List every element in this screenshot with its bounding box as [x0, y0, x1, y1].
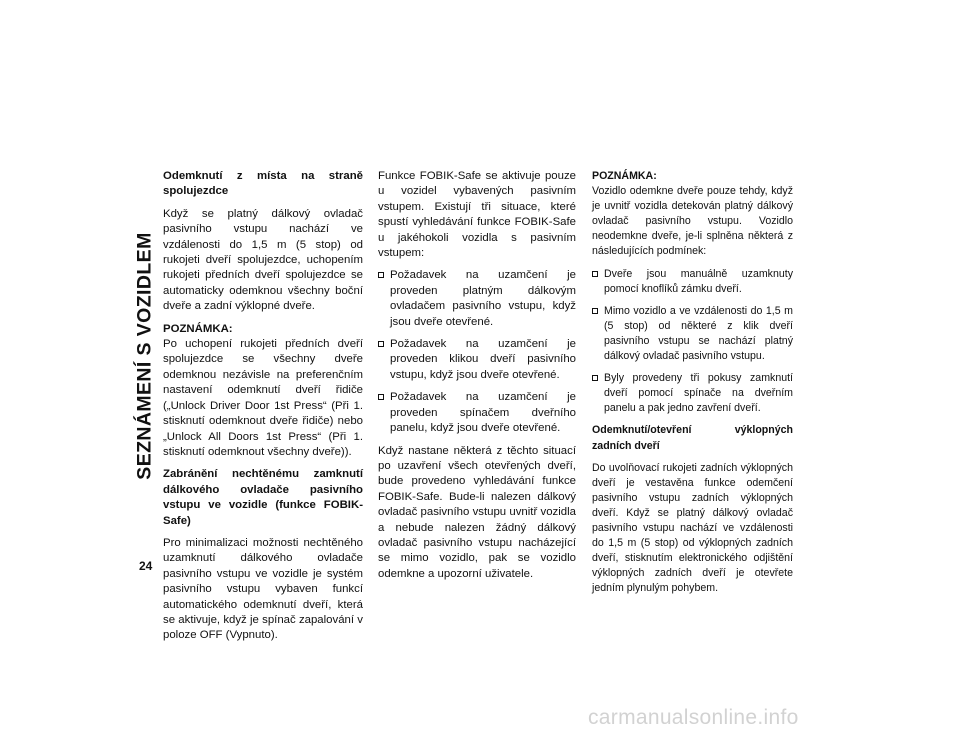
note-body: Vozidlo odemkne dveře pouze tehdy, když je uvnitř vozidla detekován platný dálkový ovladač pasivního vstupu. Vozidlo neodemkne dveře, je-li splněna některá z následujících podmínek: [592, 185, 793, 258]
checkbox-square-icon [378, 272, 384, 278]
list-item: Požadavek na uzamčení je proveden spínačem dveřního panelu, když jsou dveře otevřené. [378, 390, 576, 436]
checkbox-square-icon [378, 394, 384, 400]
watermark: carmanualsonline.info [588, 706, 799, 729]
checkbox-square-icon [592, 375, 598, 381]
note-title: POZNÁMKA: [163, 322, 233, 335]
paragraph-fobik-search: Když nastane některá z těchto situací po uzavření všech otevřených dveří, bude provedeno vyhledávání funkce FOBIK-Safe. Bude-li nalezen dálkový ovladač pasivního vstupu uvnitř vozidla a nebude nalezen žádný dálkový ovladač pasivního vstupu nacházející se mimo vozidlo, pak se vozidlo odemkne a upozorní uživatele. [378, 444, 576, 580]
paragraph-passenger-unlock: Když se platný dálkový ovladač pasivního vstupu nachází ve vzdálenosti do 1,5 m (5 stop) od rukojeti dveří spolujezdce, uchopením rukojeti předních dveří spolujezdce se automaticky odemknou všechny boční dveře a zadní výklopné dveře. [163, 207, 363, 313]
column-2 [378, 169, 576, 589]
list-item: Dveře jsou manuálně uzamknuty pomocí knoflíků zámku dveří. [592, 267, 793, 297]
list-item: Požadavek na uzamčení je proveden platným dálkovým ovladačem pasivního vstupu, když jsou dveře otevřené. [378, 268, 576, 330]
checkbox-square-icon [592, 271, 598, 277]
paragraph-liftgate-unlock: Do uvolňovací rukojeti zadních výklopných dveří je vestavěna funkce odemčení pasivního vstupu zadních výklopných dveří. Když se platný dálkový ovladač pasivního vstupu nachází ve vzdálenosti do 1,5 m (5 stop) od výklopných zadních dveří, stisknutím elektronického odjištění výklopných zadních dveří je otevřete jedním plynulým pohybem. [592, 461, 793, 595]
page-number: 24 [139, 559, 153, 573]
paragraph-fobik-intro: Funkce FOBIK-Safe se aktivuje pouze u vozidel vybavených pasivním vstupem. Existují tři situace, které spustí vyhledávání funkce FOBIK-Safe u jakéhokoli vozidla s pasivním vstupem: [378, 170, 576, 260]
list-item: Mimo vozidlo a ve vzdálenosti do 1,5 m (5 stop) od některé z klik dveří pasivního vstupu se nachází platný dálkový ovladač pasivního vstupu. [592, 304, 793, 364]
checkbox-square-icon [378, 341, 384, 347]
heading-liftgate-unlock: Odemknutí/otevření výklopných zadních dveří [592, 424, 793, 452]
checkbox-square-icon [592, 308, 598, 314]
note-title: POZNÁMKA: [592, 170, 657, 182]
condition-list [378, 268, 576, 436]
list-item: Požadavek na uzamčení je proveden klikou dveří pasivního vstupu, když jsou dveře otevřené. [378, 337, 576, 383]
list-item: Byly provedeny tři pokusy zamknutí dveří pomocí spínače na dveřním panelu a pak jedno zavření dveří. [592, 371, 793, 416]
heading-fobik-safe: Zabránění nechtěnému zamknutí dálkového ovladače pasivního vstupu ve vozidle (funkce FOBIK-Safe) [163, 468, 363, 527]
section-title-vertical [132, 160, 158, 552]
exception-list [592, 267, 793, 417]
column-3 [592, 169, 793, 603]
heading-passenger-unlock: Odemknutí z místa na straně spolujezdce [163, 170, 363, 198]
section-title-text: SEZNÁMENÍ S VOZIDLEM [133, 232, 156, 480]
paragraph-fobik-safe: Pro minimalizaci možnosti nechtěného uzamknutí dálkového ovladače pasivního vstupu ve vozidle je systém pasivního vstupu vybaven funkcí automatického odemknutí dveří, která se aktivuje, když je spínač zapalování v poloze OFF (Vypnuto). [163, 536, 363, 642]
note-body: Po uchopení rukojeti předních dveří spolujezdce se všechny dveře odemknou nezávisle na preferenčním nastavení odemknutí dveří řidiče („Unlock Driver Door 1st Press“ (Při 1. stisknutí odemknout dveře řidiče) nebo „Unlock All Doors 1st Press“ (Při 1. stisknutí odemknout všechny dveře)). [163, 338, 363, 458]
column-1 [163, 169, 363, 651]
